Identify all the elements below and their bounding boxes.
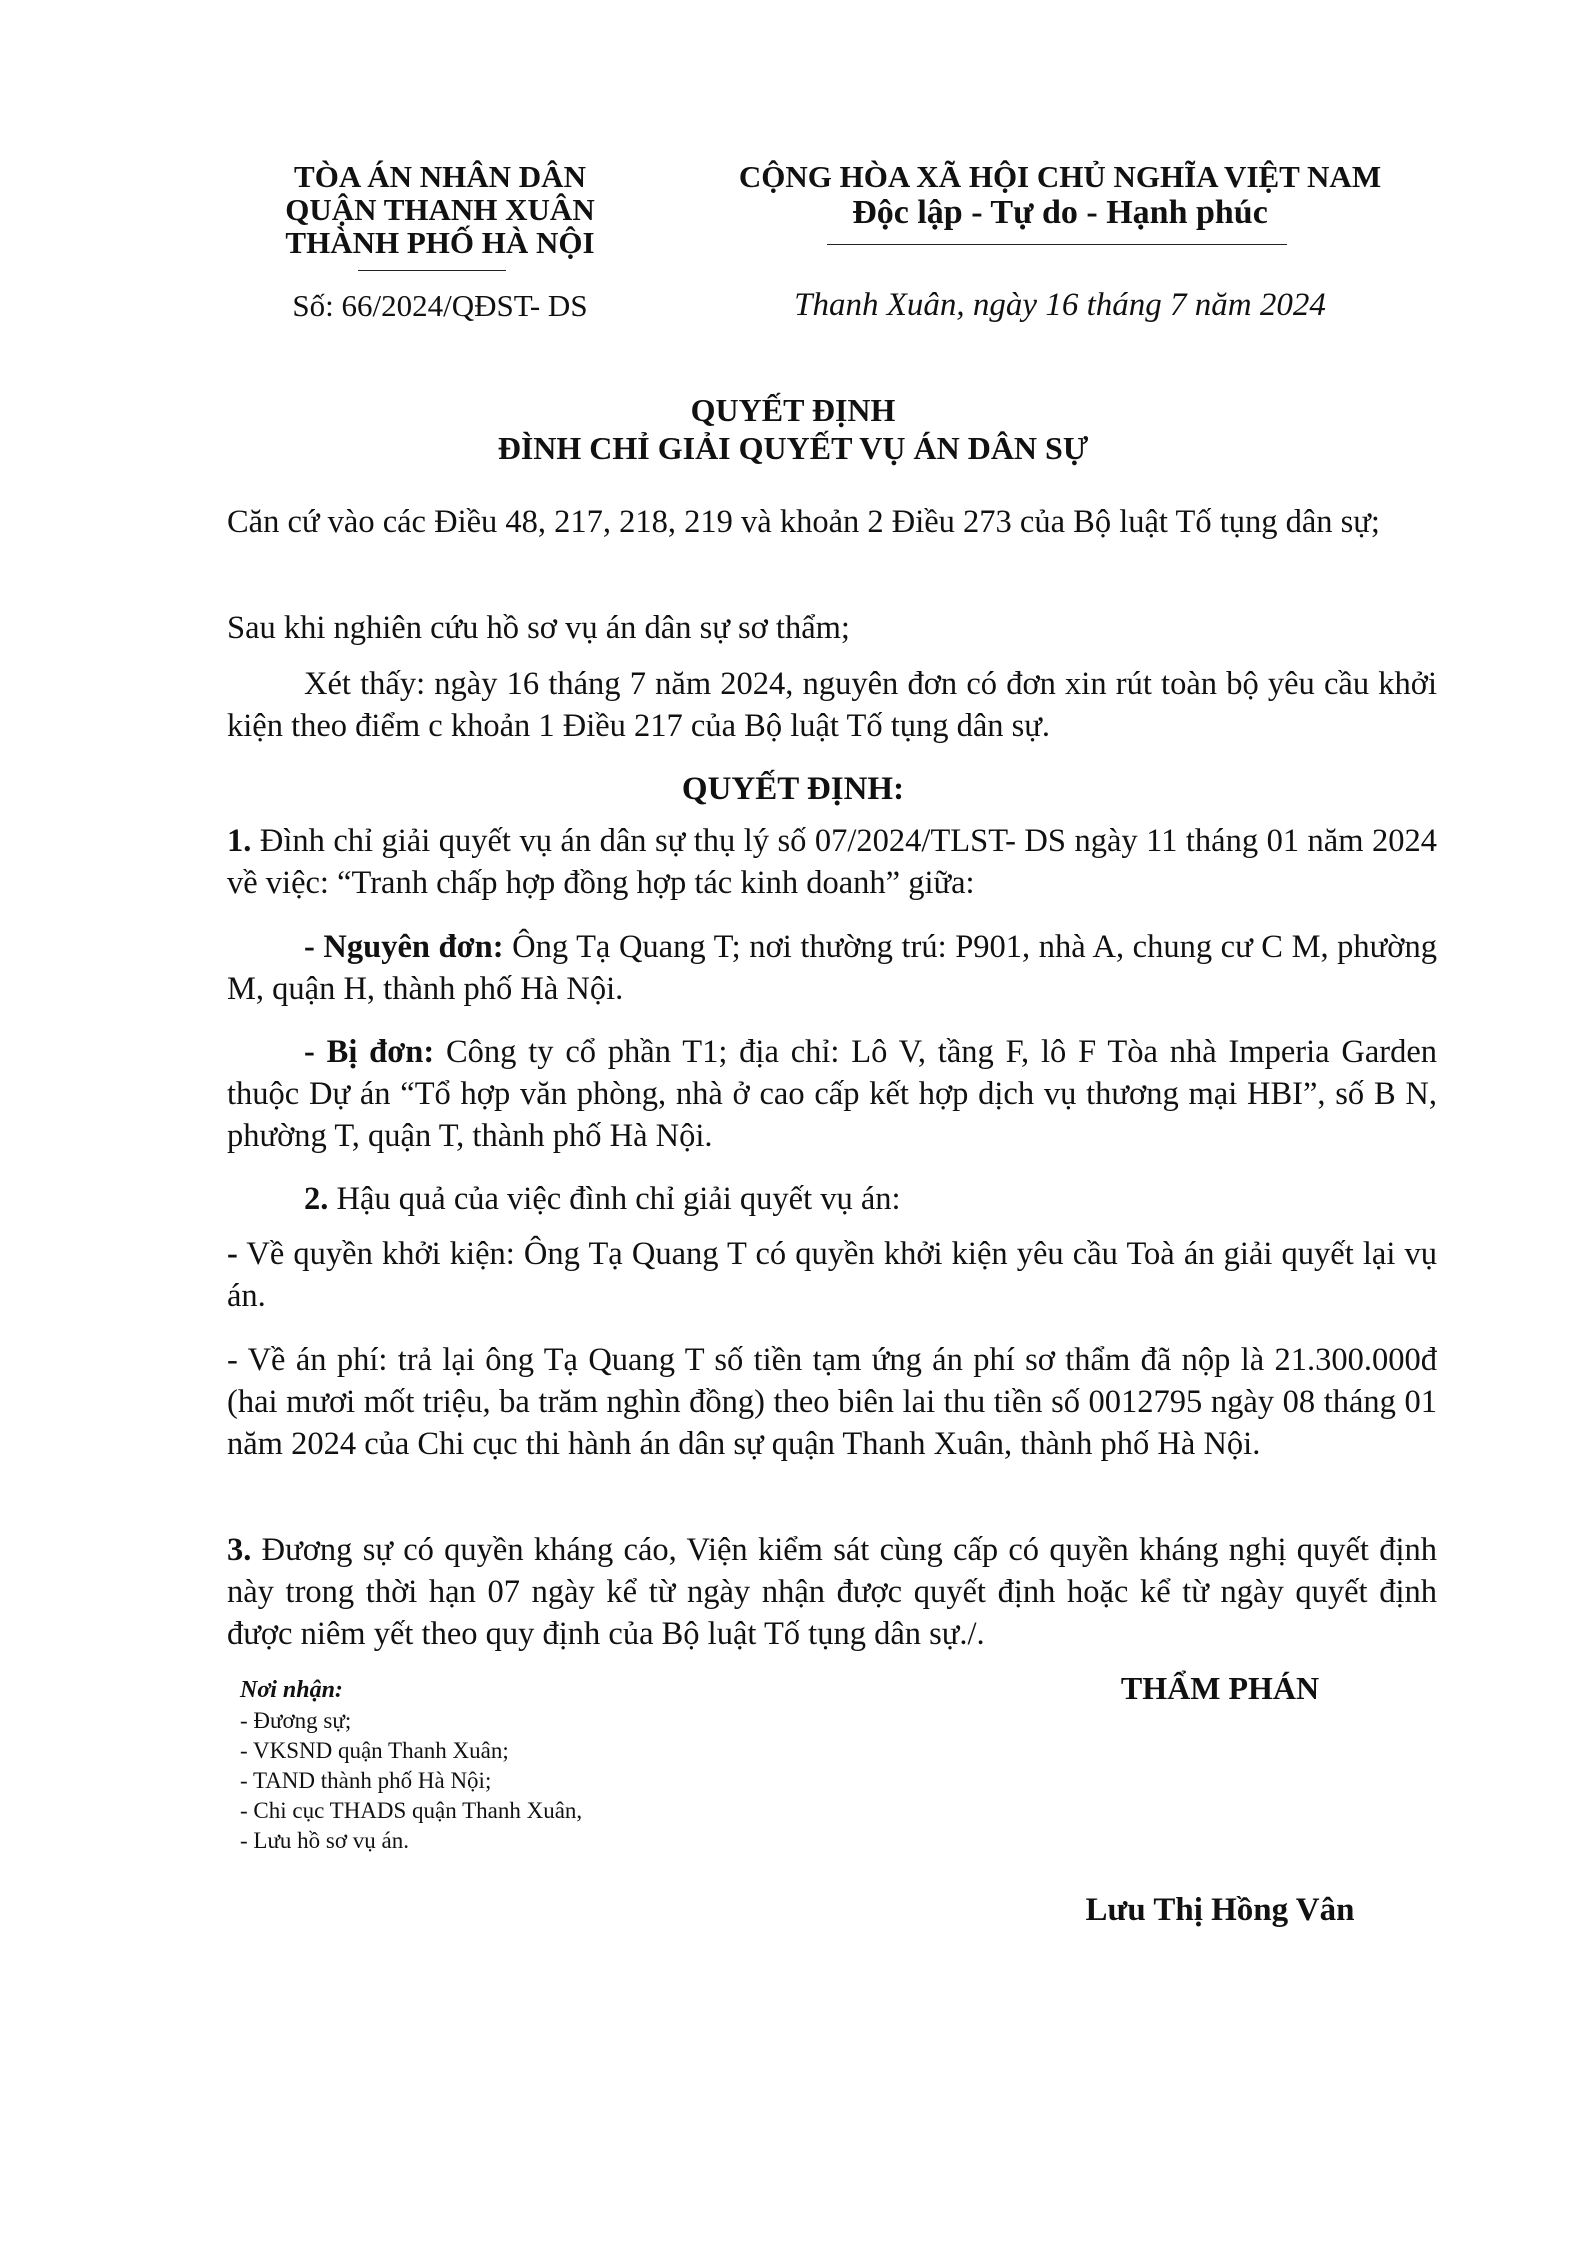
item-3-text: Đương sự có quyền kháng cáo, Viện kiểm sát cùng cấp có quyền kháng nghị quyết định này trong thời hạn 07 ngày kể từ ngày nhận được quyết định hoặc kể từ ngày quyết định được niêm yết theo quy định của Bộ luật Tố tụng dân sự./. bbox=[227, 1532, 1438, 1652]
document-number: Số: 66/2024/QĐST- DS bbox=[292, 288, 588, 323]
study-statement: Sau khi nghiên cứu hồ sơ vụ án dân sự sơ thẩm; bbox=[227, 610, 850, 646]
republic-name: CỘNG HÒA XÃ HỘI CHỦ NGHĨA VIỆT NAM bbox=[738, 159, 1382, 194]
recipient-item: - VKSND quận Thanh Xuân; bbox=[240, 1738, 509, 1763]
item-1-text: Đình chỉ giải quyết vụ án dân sự thụ lý số 07/2024/TLST- DS ngày 11 tháng 01 năm 2024 về việc: “Tranh chấp hợp đồng hợp tác kinh doanh” giữa: bbox=[227, 823, 1437, 901]
national-motto: Độc lập - Tự do - Hạnh phúc bbox=[852, 194, 1268, 231]
court-name-line1: TÒA ÁN NHÂN DÂN bbox=[294, 159, 586, 194]
right-to-sue bbox=[227, 1233, 1437, 1317]
document-subtitle: ĐÌNH CHỈ GIẢI QUYẾT VỤ ÁN DÂN SỰ bbox=[497, 430, 1089, 466]
consideration: Xét thấy: ngày 16 tháng 7 năm 2024, nguyên đơn có đơn xin rút toàn bộ yêu cầu khởi kiện theo điểm c khoản 1 Điều 217 của Bộ luật Tố tụng dân sự. bbox=[227, 666, 1437, 744]
decision-heading: QUYẾT ĐỊNH: bbox=[681, 771, 905, 807]
plaintiff-label: - Nguyên đơn: bbox=[304, 929, 504, 965]
document-title: QUYẾT ĐỊNH bbox=[690, 392, 896, 428]
defendant-label: - Bị đơn: bbox=[304, 1034, 435, 1070]
defendant-paragraph bbox=[227, 1031, 1437, 1157]
legal-basis: Căn cứ vào các Điều 48, 217, 218, 219 và khoản 2 Điều 273 của Bộ luật Tố tụng dân sự; bbox=[227, 504, 1380, 540]
decision-item-2 bbox=[227, 1178, 1437, 1220]
court-underline bbox=[358, 270, 506, 271]
item-2-number: 2. bbox=[304, 1181, 329, 1217]
recipients-heading: Nơi nhận: bbox=[240, 1677, 343, 1703]
motto-underline bbox=[827, 244, 1287, 245]
place-date: Thanh Xuân, ngày 16 tháng 7 năm 2024 bbox=[794, 287, 1326, 323]
right-to-sue-text: Về quyền khởi kiện: Ông Tạ Quang T có quyền khởi kiện yêu cầu Toà án giải quyết lại vụ án. bbox=[227, 1236, 1437, 1314]
plaintiff-text: Ông Tạ Quang T; nơi thường trú: P901, nhà A, chung cư C M, phường M, quận H, thành phố Hà Nội. bbox=[227, 929, 1437, 1007]
court-name-line3: THÀNH PHỐ HÀ NỘI bbox=[285, 225, 595, 260]
item-3-number: 3. bbox=[227, 1532, 252, 1568]
recipient-item: - TAND thành phố Hà Nội; bbox=[240, 1768, 492, 1793]
decision-item-3 bbox=[227, 1529, 1437, 1655]
court-name-line2: QUẬN THANH XUÂN bbox=[285, 192, 595, 227]
signer-name: Lưu Thị Hồng Vân bbox=[1085, 1892, 1355, 1928]
court-fee: - Về án phí: trả lại ông Tạ Quang T số tiền tạm ứng án phí sơ thẩm đã nộp là 21.300.000đ (hai mươi mốt triệu, ba trăm nghìn đồng) theo biên lai thu tiền số 0012795 ngày 08 tháng 01 năm 2024 của Chi cục thi hành án dân sự quận Thanh Xuân, thành phố Hà Nội. bbox=[227, 1342, 1437, 1462]
item-1-number: 1. bbox=[227, 823, 252, 859]
recipient-item: - Đương sự; bbox=[240, 1708, 352, 1733]
signer-role: THẨM PHÁN bbox=[1120, 1670, 1320, 1706]
decision-item-1 bbox=[227, 820, 1437, 904]
right-to-sue-dash: - bbox=[227, 1236, 238, 1272]
item-2-text: Hậu quả của việc đình chỉ giải quyết vụ án: bbox=[336, 1181, 901, 1217]
recipient-item: - Chi cục THADS quận Thanh Xuân, bbox=[240, 1798, 583, 1823]
plaintiff-paragraph bbox=[227, 926, 1437, 1010]
defendant-text: Công ty cổ phần T1; địa chỉ: Lô V, tầng F, lô F Tòa nhà Imperia Garden thuộc Dự án “Tổ hợp văn phòng, nhà ở cao cấp kết hợp dịch vụ thương mại HBI”, số B N, phường T, quận T, thành phố Hà Nội. bbox=[227, 1034, 1438, 1154]
recipient-item: - Lưu hồ sơ vụ án. bbox=[240, 1828, 409, 1853]
